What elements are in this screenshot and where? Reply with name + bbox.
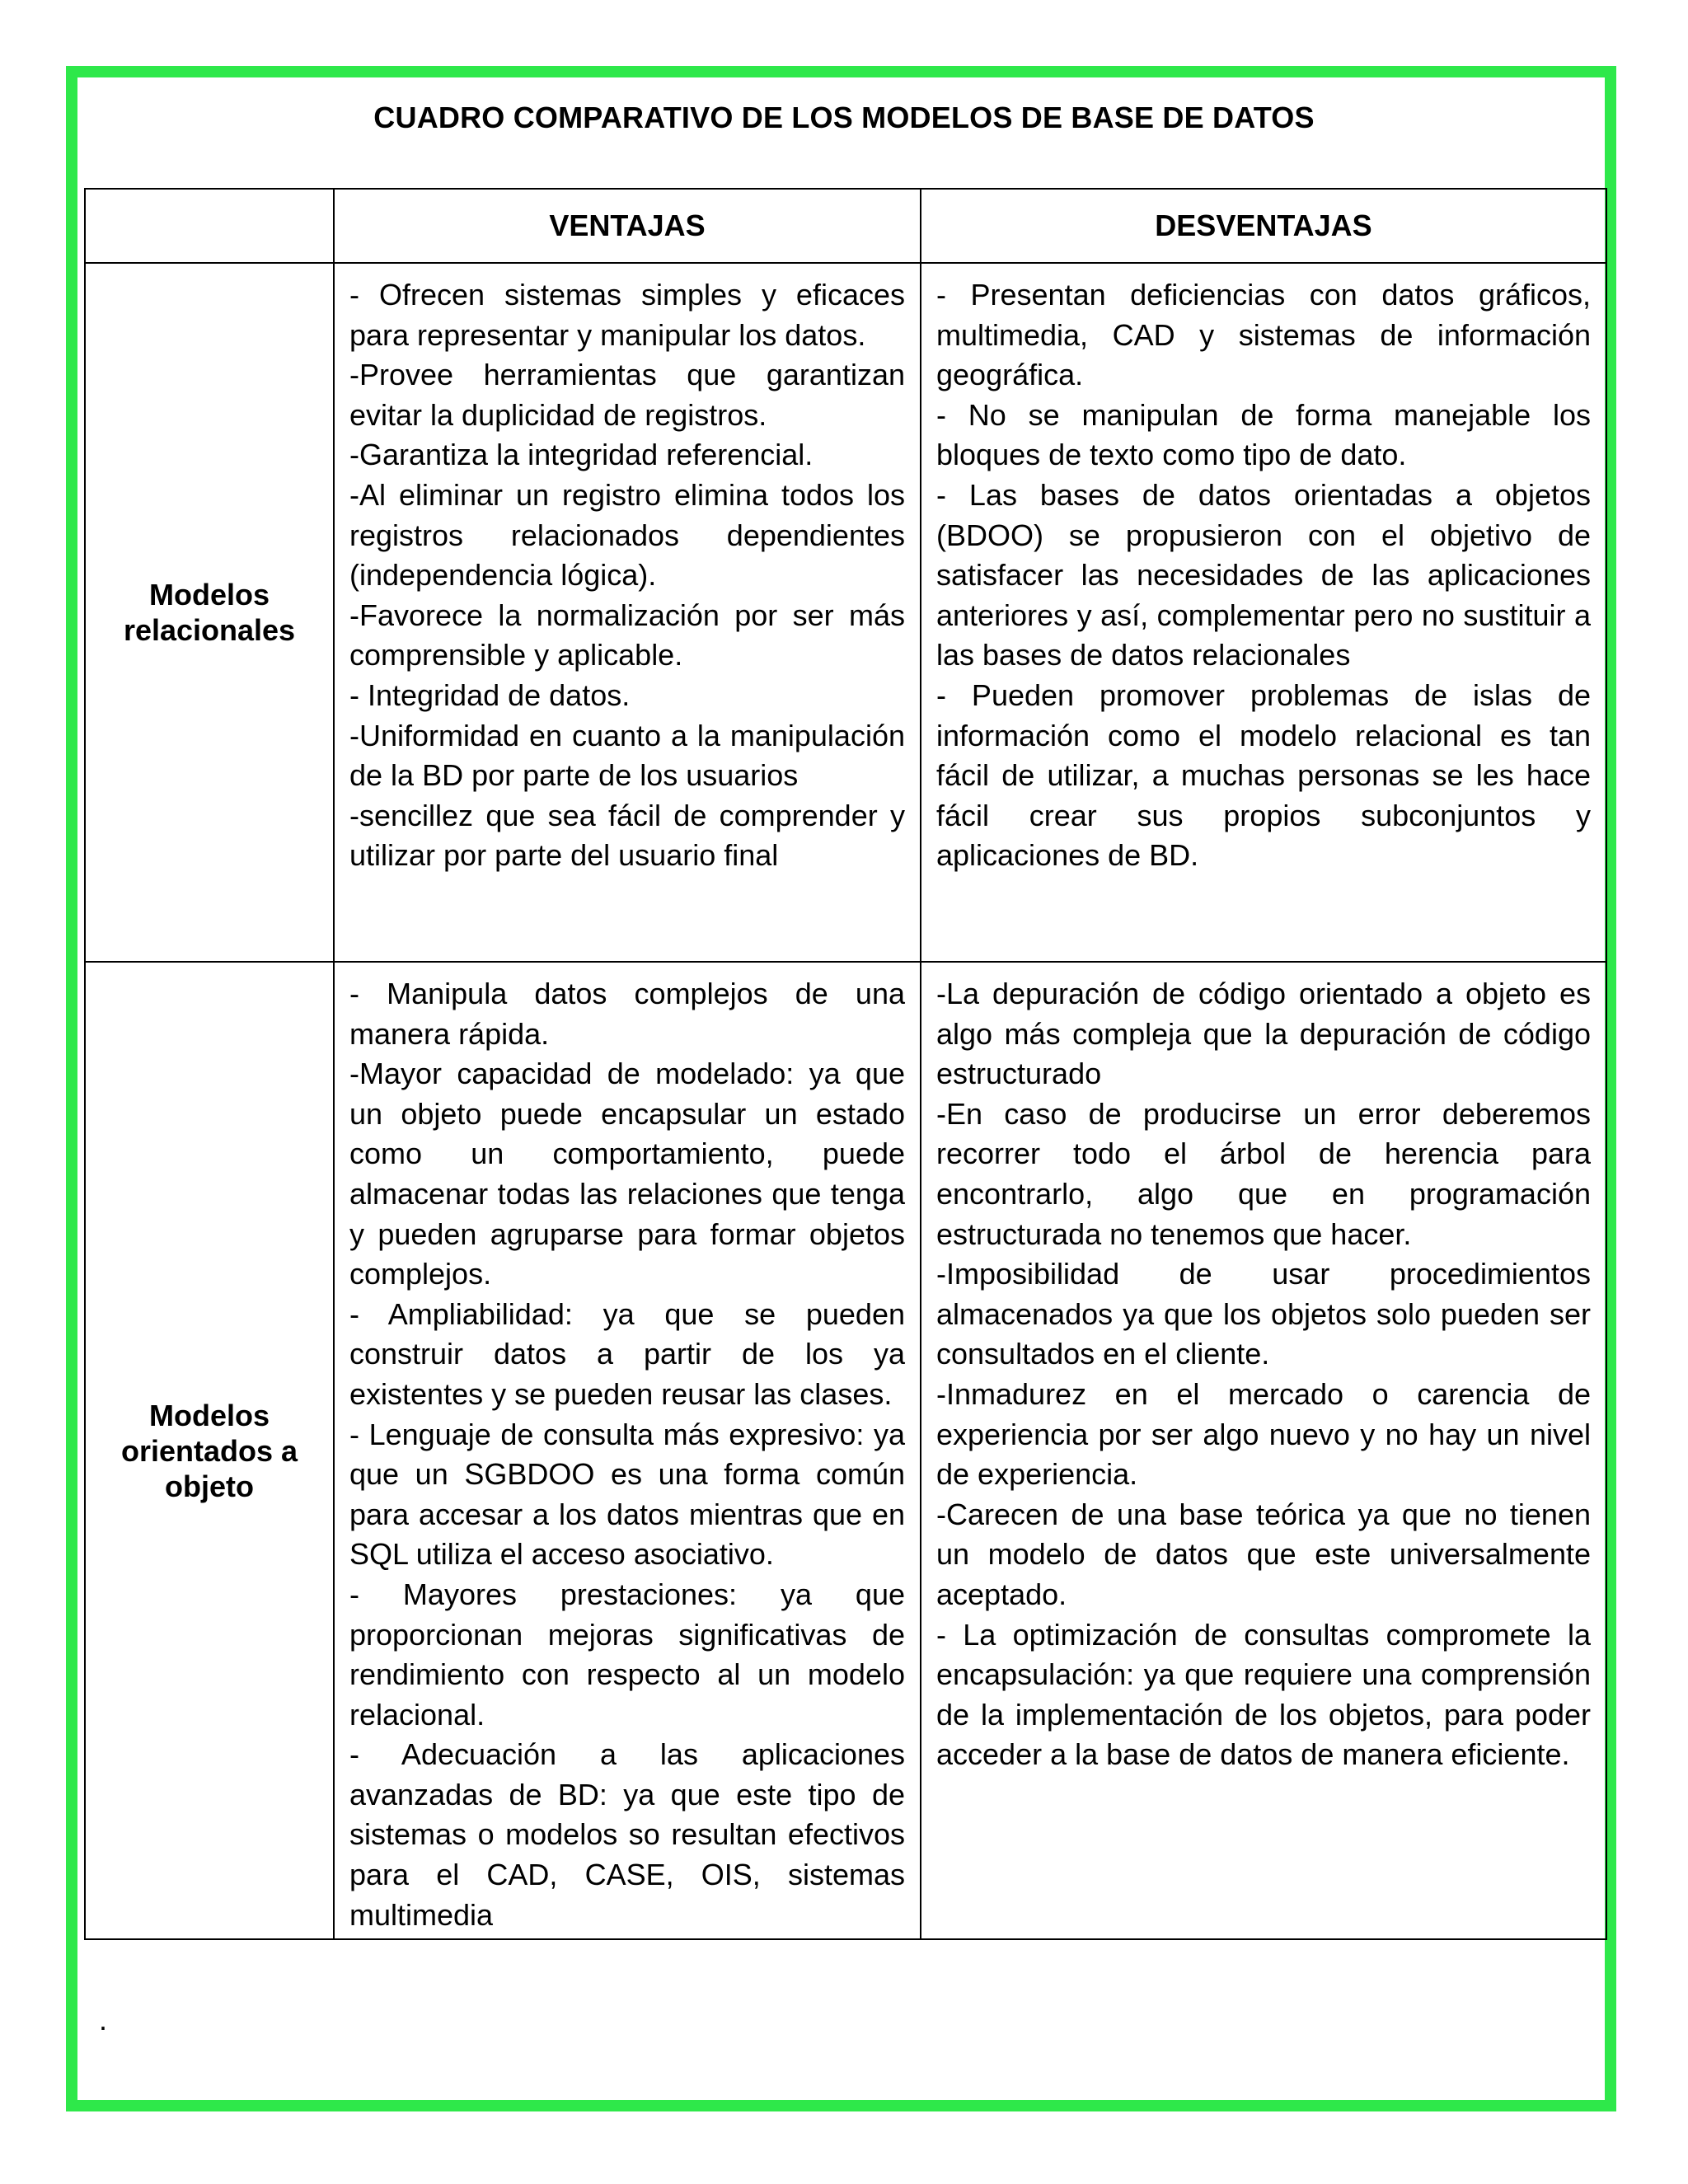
comparison-table — [84, 188, 1607, 1940]
header-ventajas: VENTAJAS — [334, 189, 921, 263]
desventajas-cell — [921, 962, 1606, 1939]
list-item: -Provee herramientas que garantizan evitar la duplicidad de registros. — [349, 358, 905, 432]
list-item: -En caso de producirse un error deberemos recorrer todo el árbol de herencia para encontrarlo, algo que en programación estructurada no tenemos que hacer. — [936, 1096, 1591, 1251]
list-item: -Mayor capacidad de modelado: ya que un objeto puede encapsular un estado como un comportamiento, puede almacenar todas las relaciones que tenga y pueden agruparse para formar objetos complejos. — [349, 1057, 905, 1291]
list-item: -Uniformidad en cuanto a la manipulación de la BD por parte de los usuarios — [349, 718, 905, 793]
list-item: - Presentan deficiencias con datos gráficos, multimedia, CAD y sistemas de información geográfica. — [936, 278, 1591, 392]
list-item: - Integridad de datos. — [349, 677, 631, 712]
list-item: -Favorece la normalización por ser más comprensible y aplicable. — [349, 598, 905, 673]
list-item: - Pueden promover problemas de islas de información como el modelo relacional es tan fácil de utilizar, a muchas personas se les hace fácil crear sus propios subconjuntos y aplicaciones de BD. — [936, 677, 1591, 873]
list-item: -La depuración de código orientado a objeto es algo más compleja que la depuración de código estructurado — [936, 977, 1591, 1091]
footer-mark: . — [99, 2003, 108, 2036]
list-item: - Ofrecen sistemas simples y eficaces para representar y manipular los datos. — [349, 278, 905, 352]
list-item: - La optimización de consultas compromete la encapsulación: ya que requiere una comprensión de la implementación de los objetos, para poder acceder a la base de datos de manera eficiente. — [936, 1617, 1591, 1772]
header-empty — [85, 189, 334, 263]
ventajas-cell — [334, 263, 921, 962]
row-label: Modelos orientados a objeto — [85, 962, 334, 1939]
list-item: -Imposibilidad de usar procedimientos almacenados ya que los objetos solo pueden ser consultados en el cliente. — [936, 1257, 1591, 1371]
document-title: CUADRO COMPARATIVO DE LOS MODELOS DE BASE DE DATOS — [373, 101, 1315, 134]
list-item: -sencillez que sea fácil de comprender y utilizar por parte del usuario final — [349, 798, 905, 873]
table-row — [85, 263, 1606, 962]
list-item: - Lenguaje de consulta más expresivo: ya que un SGBDOO es una forma común para accesar a los datos mientras que en SQL utiliza el acceso asociativo. — [349, 1417, 905, 1572]
list-item: - Manipula datos complejos de una manera rápida. — [349, 977, 905, 1051]
list-item: -Al eliminar un registro elimina todos los registros relacionados dependientes (independencia lógica). — [349, 477, 905, 593]
table-header-row — [85, 189, 1606, 263]
desventajas-cell — [921, 263, 1606, 962]
list-item: - Mayores prestaciones: ya que proporcionan mejoras significativas de rendimiento con respecto al un modelo relacional. — [349, 1577, 905, 1732]
row-label: Modelos relacionales — [85, 263, 334, 962]
header-desventajas: DESVENTAJAS — [921, 189, 1606, 263]
list-item: - No se manipulan de forma manejable los bloques de texto como tipo de dato. — [936, 397, 1591, 472]
list-item: -Garantiza la integridad referencial. — [349, 438, 814, 472]
list-item: -Inmadurez en el mercado o carencia de experiencia por ser algo nuevo y no hay un nivel de experiencia. — [936, 1376, 1591, 1492]
ventajas-cell — [334, 962, 921, 1939]
list-item: - Las bases de datos orientadas a objetos (BDOO) se propusieron con el objetivo de satisfacer las necesidades de las aplicaciones anteriores y así, complementar pero no sustituir a las bases de datos relacionales — [936, 477, 1591, 673]
list-item: - Ampliabilidad: ya que se pueden construir datos a partir de los ya existentes y se pueden reusar las clases. — [349, 1296, 905, 1411]
list-item: - Adecuación a las aplicaciones avanzadas de BD: ya que este tipo de sistemas o modelos so resultan efectivos para el CAD, CASE, OIS, sistemas multimedia — [349, 1737, 905, 1932]
list-item: -Carecen de una base teórica ya que no tienen un modelo de datos que este universalmente aceptado. — [936, 1497, 1591, 1611]
table-row — [85, 962, 1606, 1939]
